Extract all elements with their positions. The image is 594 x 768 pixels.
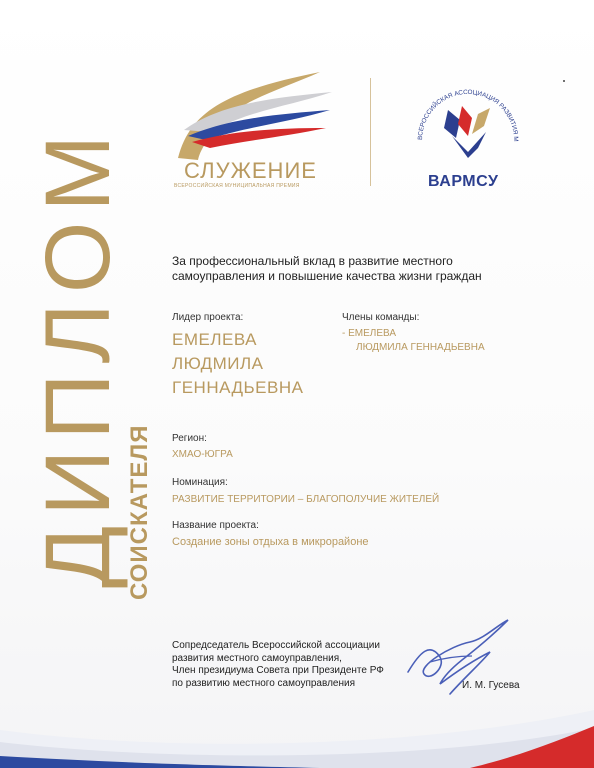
region-value: ХМАО-ЮГРА: [172, 449, 233, 460]
team-label: Члены команды:: [342, 312, 420, 323]
hands-emblem-icon: [408, 78, 528, 173]
signatory-title: [172, 640, 422, 690]
varmsu-abbreviation: ВАРМСУ: [428, 173, 499, 190]
leader-name-line: ГЕННАДЬЕВНА: [172, 378, 304, 397]
logo-divider: [370, 78, 371, 186]
nomination-label: Номинация:: [172, 477, 228, 488]
signatory-title-line: Член президиума Совета при Президенте РФ: [172, 665, 384, 676]
leader-name-line: ЛЮДМИЛА: [172, 354, 264, 373]
tricolor-ribbon-icon: [170, 70, 340, 165]
sluzhenie-logo: [170, 70, 340, 195]
signatory-title-line: развития местного самоуправления,: [172, 652, 342, 664]
speck: [563, 80, 565, 82]
diploma-subtitle: СОИСКАТЕЛЯ: [126, 424, 153, 600]
varmsu-logo: [408, 78, 528, 196]
project-label: Название проекта:: [172, 520, 259, 531]
signatory-name: И. М. Гусева: [462, 680, 520, 691]
sluzhenie-wordmark: СЛУЖЕНИЕ: [184, 158, 317, 183]
varmsu-ring-text: ВСЕРОССИЙСКАЯ АССОЦИАЦИЯ РАЗВИТИЯ М: [416, 88, 520, 142]
leader-name: [172, 328, 303, 400]
diploma-title: ДИПЛОМ: [27, 124, 129, 588]
signatory-title-line: по развитию местного самоуправления: [172, 677, 355, 689]
team-member-line: ЛЮДМИЛА ГЕННАДЬЕВНА: [356, 342, 485, 353]
leader-label: Лидер проекта:: [172, 312, 244, 323]
team-members: [342, 327, 485, 355]
award-reason: За профессиональный вклад в развитие местного самоуправления и повышение качества жизни граждан: [172, 254, 482, 283]
sluzhenie-tagline: ВСЕРОССИЙСКАЯ МУНИЦИПАЛЬНАЯ ПРЕМИЯ: [174, 183, 300, 189]
tricolor-wave-decoration: [0, 690, 594, 768]
leader-name-line: ЕМЕЛЕВА: [172, 330, 257, 349]
project-value: Создание зоны отдыха в микрорайоне: [172, 536, 369, 548]
nomination-value: РАЗВИТИЕ ТЕРРИТОРИИ – БЛАГОПОЛУЧИЕ ЖИТЕЛЕЙ: [172, 494, 440, 505]
region-label: Регион:: [172, 433, 207, 444]
team-member-line: - ЕМЕЛЕВА: [342, 328, 397, 339]
signatory-title-line: Сопредседатель Всероссийской ассоциации: [172, 640, 380, 651]
